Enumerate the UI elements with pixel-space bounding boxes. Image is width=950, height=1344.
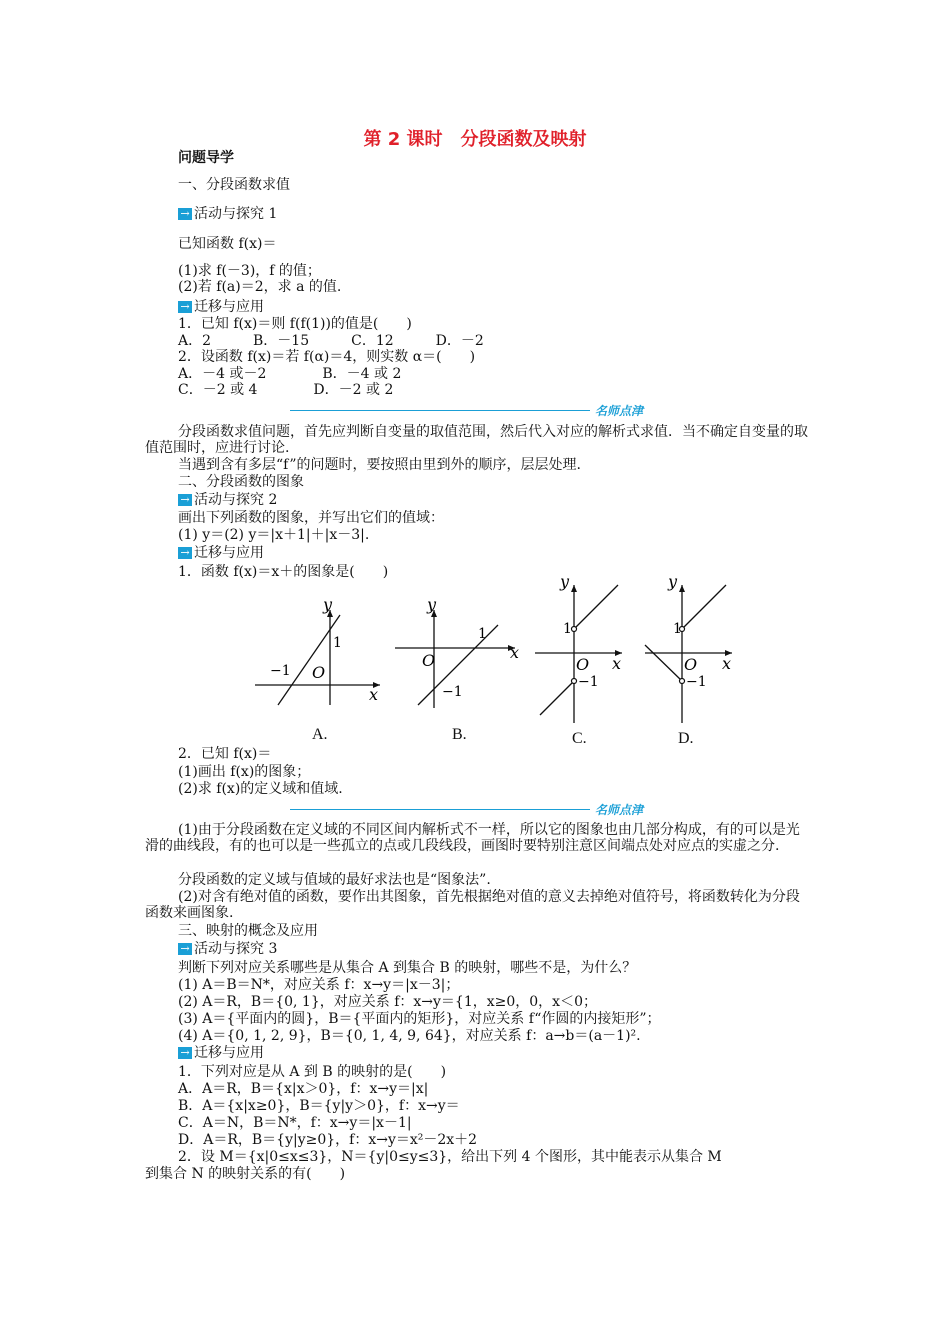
tick-label: 1: [563, 621, 572, 637]
section-1-heading: 一、分段函数求值: [178, 177, 290, 193]
arrow-icon: →: [178, 943, 192, 955]
axis-y-label: y: [560, 575, 570, 591]
graph-c: [530, 575, 640, 725]
tick-label: 1: [478, 626, 487, 642]
application-2: → 迁移与应用: [178, 545, 264, 561]
text-line: 2．已知 f(x)＝: [178, 746, 272, 762]
section-3-heading: 三、映射的概念及应用: [178, 923, 318, 939]
text-line: A．－4 或－2 B．－4 或 2: [178, 366, 402, 382]
text-line: D．A＝R，B＝{y|y≥0}，f：x→y＝x²－2x＋2: [178, 1132, 478, 1148]
tip-paragraph: (1)由于分段函数在定义域的不同区间内解析式不一样，所以它的图象也由几部分构成，有的可以是光滑的曲线段，有的也可以是一些孤立的点或几段线段，画图时要特别注意区间端点处对应点的实虚之分.: [145, 822, 800, 854]
tip-label: 名师点津: [595, 404, 644, 418]
text-line: 1．下列对应是从 A 到 B 的映射的是( ): [178, 1064, 447, 1080]
application-3: → 迁移与应用: [178, 1045, 264, 1061]
text-line: 判断下列对应关系哪些是从集合 A 到集合 B 的映射，哪些不是，为什么？: [178, 960, 637, 976]
text-line: (2)若 f(a)＝2，求 a 的值.: [178, 279, 342, 295]
activity-3: → 活动与探究 3: [178, 941, 277, 957]
text-line: C．－2 或 4 D．－2 或 2: [178, 382, 394, 398]
application-1: → 迁移与应用: [178, 299, 264, 315]
activity-2: → 活动与探究 2: [178, 492, 277, 508]
text-line: 1．函数 f(x)＝x＋的图象是( ): [178, 564, 389, 580]
text-line: 1．已知 f(x)＝则 f(f(1))的值是( ): [178, 316, 412, 332]
tip-paragraph: 分段函数求值问题，首先应判断自变量的取值范围，然后代入对应的解析式求值．当不确定自变量的取值范围时，应进行讨论.: [145, 424, 808, 456]
text-line: (2)求 f(x)的定义域和值域.: [178, 781, 343, 797]
origin-label: O: [684, 655, 698, 674]
graph-c-label: C.: [572, 730, 587, 747]
section-header: 问题导学: [178, 150, 234, 166]
graph-b-label: B.: [452, 726, 467, 743]
text-line: (1)求 f(－3)，f 的值；: [178, 263, 321, 279]
graph-a: [250, 600, 390, 710]
text-line: (1) y＝(2) y＝|x＋1|＋|x－3|.: [178, 527, 370, 543]
text-line: 2．设 M＝{x|0≤x≤3}，N＝{y|0≤y≤3}，给出下列 4 个图形，其中能表示从集合 M: [178, 1149, 722, 1165]
text-line: (1)画出 f(x)的图象；: [178, 764, 311, 780]
axis-y-label: y: [323, 600, 333, 614]
graph-b: [390, 600, 530, 710]
page-title: 第 2 课时 分段函数及映射: [363, 129, 587, 150]
tip-label: 名师点津: [595, 803, 644, 817]
arrow-icon: →: [178, 208, 192, 220]
arrow-icon: →: [178, 301, 192, 313]
text-line: (1) A＝B＝N*，对应关系 f：x→y＝|x－3|；: [178, 977, 460, 993]
tick-label: −1: [270, 663, 291, 679]
text-line: (2) A＝R，B＝{0, 1}，对应关系 f：x→y＝{1，x≥0，0，x＜0；: [178, 994, 597, 1010]
axis-x-label: x: [369, 685, 379, 704]
tick-label: −1: [578, 674, 599, 690]
activity-1: → 活动与探究 1: [178, 206, 277, 222]
text-line: C．A＝N，B＝N*，f：x→y＝|x－1|: [178, 1115, 412, 1131]
text-line: B．A＝{x|x≥0}，B＝{y|y＞0}，f：x→y＝: [178, 1098, 460, 1114]
text-line: 2．设函数 f(x)＝若 f(α)＝4，则实数 α＝( ): [178, 349, 476, 365]
arrow-icon: →: [178, 494, 192, 506]
text-line: 到集合 N 的映射关系的有( ): [145, 1166, 346, 1182]
origin-label: O: [312, 663, 326, 682]
arrow-icon: →: [178, 547, 192, 559]
arrow-icon: →: [178, 1047, 192, 1059]
text-line: (4) A＝{0, 1, 2, 9}，B＝{0, 1, 4, 9, 64}，对应关系 f：a→b＝(a－1)².: [178, 1028, 641, 1044]
axis-x-label: x: [612, 654, 622, 673]
origin-label: O: [576, 655, 590, 674]
origin-label: O: [422, 651, 436, 670]
text-line: A．2 B．－15 C．12 D．－2: [178, 333, 484, 349]
text-line: 已知函数 f(x)＝: [178, 236, 277, 252]
text-line: 当遇到含有多层“f”的问题时，要按照由里到外的顺序，层层处理.: [178, 457, 581, 473]
divider: [290, 410, 590, 411]
text-line: (3) A＝{平面内的圆}，B＝{平面内的矩形}，对应关系 f“作圆的内接矩形”；: [178, 1011, 661, 1027]
text-line: A．A＝R，B＝{x|x＞0}，f：x→y＝|x|: [178, 1081, 429, 1097]
graph-a-label: A.: [312, 726, 328, 743]
text-line: 分段函数的定义域与值域的最好求法也是“图象法”.: [178, 872, 491, 888]
divider: [290, 809, 590, 810]
tick-label: −1: [686, 674, 707, 690]
axis-x-label: x: [510, 643, 520, 662]
section-2-heading: 二、分段函数的图象: [178, 474, 304, 490]
axis-x-label: x: [722, 654, 732, 673]
graph-d-label: D.: [678, 730, 694, 747]
tick-label: −1: [442, 684, 463, 700]
tick-label: 1: [333, 635, 342, 651]
axis-y-label: y: [668, 575, 678, 591]
graph-d: [640, 575, 750, 725]
tick-label: 1: [673, 621, 682, 637]
text-line: 画出下列函数的图象，并写出它们的值域：: [178, 510, 444, 526]
tip-paragraph: (2)对含有绝对值的函数，要作出其图象，首先根据绝对值的意义去掉绝对值符号，将函数转化为分段函数来画图象.: [145, 889, 800, 921]
axis-y-label: y: [427, 600, 437, 614]
